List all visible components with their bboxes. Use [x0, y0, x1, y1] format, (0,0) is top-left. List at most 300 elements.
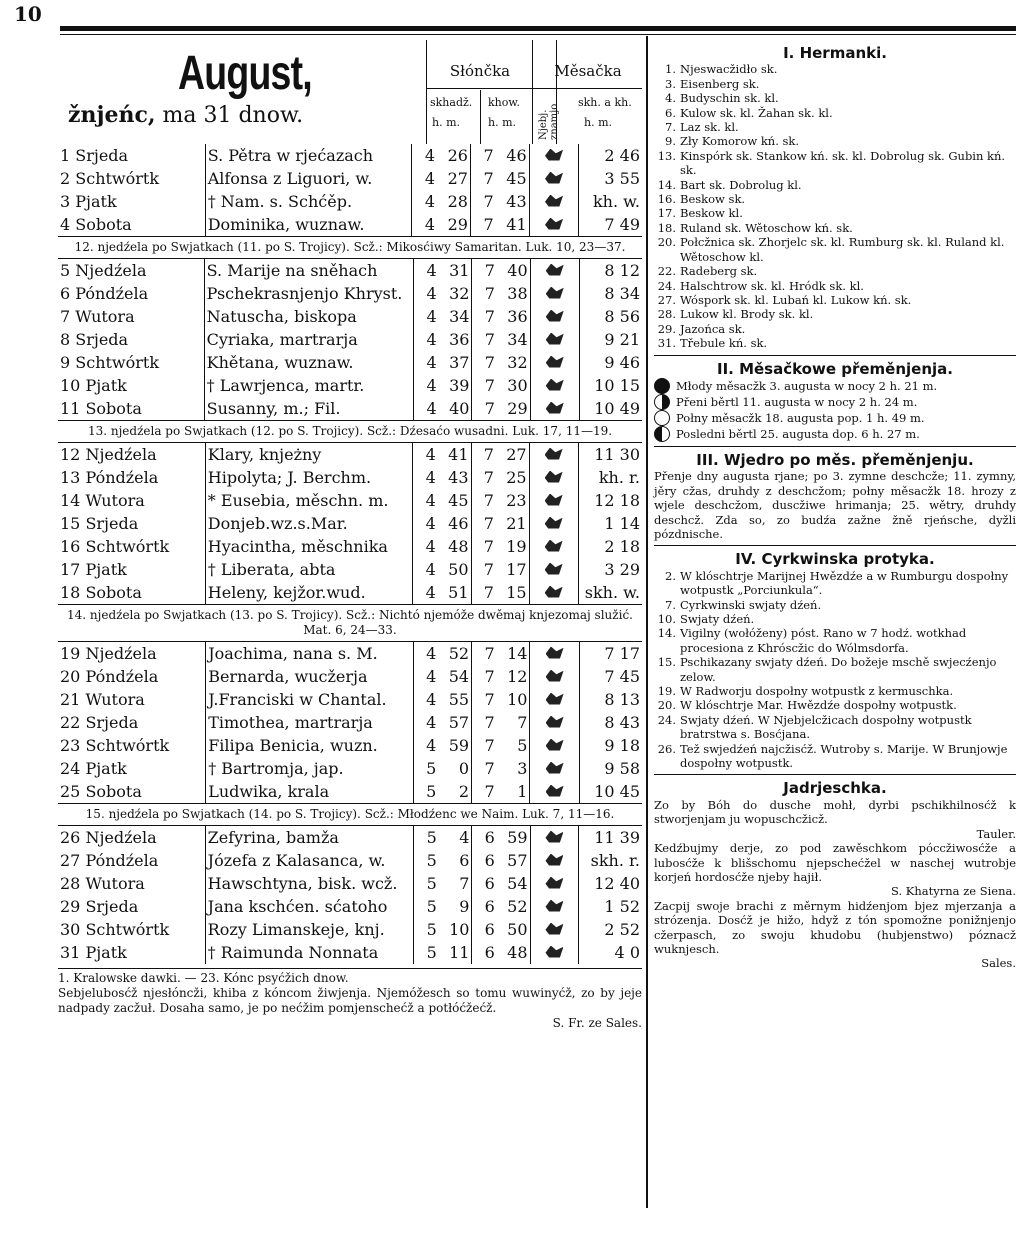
sunset-minute: 17: [496, 558, 529, 581]
day-row: [58, 688, 642, 711]
zodiac-icon: [545, 877, 563, 889]
church-text: W klóschtrje Marijnej Hwězdźe a w Rumburgu dospołny wotpustk „Porciunkula“.: [680, 568, 1009, 598]
sunrise-hour: 4: [426, 375, 437, 395]
sunset-hour: 7: [484, 283, 495, 303]
day-row: [58, 558, 642, 581]
zodiac-icon: [545, 149, 563, 161]
sunset-minute: 29: [497, 397, 530, 420]
sunrise-minute: 51: [438, 581, 471, 604]
sunrise-hour: 4: [424, 214, 435, 234]
sunrise-minute: 31: [439, 259, 472, 282]
sunrise-hour: 4: [426, 260, 437, 280]
fair-item: [654, 77, 1016, 91]
zodiac-icon: [545, 471, 563, 483]
moon-time: 8 56: [604, 306, 640, 326]
sunrise-minute: 6: [439, 849, 472, 872]
sunrise-minute: 0: [438, 757, 471, 780]
church-date: 10.: [657, 612, 676, 626]
moon-time: 7 45: [604, 666, 640, 686]
church-item: [654, 598, 1016, 612]
sunrise-hour: 4: [425, 559, 436, 579]
saint-name: Józefa z Kalasanca, w.: [205, 849, 414, 872]
saint-name: Alfonsa z Liguori, w.: [205, 167, 412, 190]
sunrise-hour: 5: [426, 781, 437, 801]
church-text: Pschikazany swjaty dźeń. Do božeje mschě swjecźenjo zelow.: [680, 655, 997, 684]
sunset-hour: 7: [484, 712, 495, 732]
day-name: 26 Njedźela: [60, 827, 157, 847]
fair-date: 13.: [657, 148, 676, 163]
fair-item: [654, 206, 1016, 220]
day-name: 31 Pjatk: [60, 942, 127, 962]
zodiac-cell: [530, 305, 579, 328]
fair-item: [654, 62, 1016, 76]
week-table: [58, 826, 642, 964]
saying-2: Kedźbujmy derje, zo pod zawěschkom póccžiwosćže a lubosćže k blišschomu njepschećžel w naschej wutrobje korjeń hordosćže njeby hajił.: [654, 841, 1016, 884]
zodiac-cell: [530, 895, 579, 918]
moon-time-units: h. m.: [584, 116, 613, 129]
day-name: 10 Pjatk: [60, 375, 127, 395]
sunday-note: 14. njedźela po Swjatkach (13. po S. Trojicy). Scž.: Nichtó njemóže dwěmaj knjezomaj služić. Mat. 6, 24—33.: [58, 604, 642, 642]
zodiac-cell: [530, 734, 579, 757]
fairs-list: [654, 62, 1016, 350]
zodiac-icon: [546, 785, 564, 797]
zodiac-icon: [545, 900, 563, 912]
sunset-hour: 7: [484, 260, 495, 280]
sunrise-hour: 5: [426, 919, 437, 939]
fair-item: [654, 279, 1016, 293]
week-table: [58, 259, 642, 420]
zodiac-icon: [545, 494, 563, 506]
saint-name: S. Pětra w rjećazach: [205, 144, 412, 167]
saint-name: Susanny, m.; Fil.: [204, 397, 414, 420]
sunset-hour: 7: [483, 145, 494, 165]
saint-name: Jana kschćen. sćatoho: [205, 895, 414, 918]
moon-time: 7 17: [604, 643, 640, 663]
saint-name: Hipolyta; J. Berchm.: [205, 466, 413, 489]
sunset-hour: 7: [484, 375, 495, 395]
day-row: [58, 190, 642, 213]
moon-header: Měsačka: [554, 62, 622, 80]
fair-places: Zły Komorow kń. sk.: [680, 134, 800, 149]
zodiac-cell: [530, 642, 579, 665]
fair-places: Třebule kń. sk.: [680, 336, 768, 351]
saint-name: * Eusebia, měschn. m.: [205, 489, 413, 512]
sunset-minute: 50: [497, 918, 530, 941]
sunrise-minute: 29: [437, 213, 470, 236]
saint-name: † Nam. s. Schćěp.: [205, 190, 412, 213]
day-name: 13 Póndźela: [60, 467, 159, 487]
zodiac-cell: [529, 466, 578, 489]
sunrise-minute: 39: [439, 374, 472, 397]
day-name: 24 Pjatk: [60, 758, 127, 778]
church-date: 14.: [657, 626, 676, 641]
fair-date: 9.: [665, 134, 676, 149]
zodiac-cell: [530, 665, 579, 688]
fair-date: 3.: [665, 76, 676, 91]
sunrise-minute: 55: [438, 688, 471, 711]
day-name: 28 Wutora: [60, 873, 145, 893]
sunset-minute: 45: [496, 167, 529, 190]
weather-title: III. Wjedro po měs. přeměnjenju.: [696, 450, 974, 469]
fair-places: Wóspork sk. kl. Lubań kl. Lukow kń. sk.: [680, 292, 912, 307]
header-rule: [426, 88, 642, 89]
sunrise-minute: 36: [439, 328, 472, 351]
fair-places: Połcžnica sk. Zhorjelc sk. kl. Rumburg sk. kl. Ruland kl. Wětoschow kl.: [680, 235, 1005, 264]
zodiac-icon: [545, 448, 563, 460]
zodiac-cell: [529, 190, 579, 213]
sunset-minute: 1: [497, 780, 530, 803]
zodiac-cell: [530, 688, 579, 711]
church-text: Vigilny (wołóženy) póst. Rano w 7 hodź. wotkhad procesiona z Khróscžic do Wólmsdorfa.: [680, 626, 967, 655]
sunrise-label: skhadž.: [430, 96, 473, 109]
moon-phase-text: Posledni běrtl 25. augusta dop. 6 h. 27 m.: [676, 426, 920, 441]
saint-name: Natuscha, biskopa: [204, 305, 414, 328]
fair-places: Kulow sk. kl. Žahan sk. kl.: [680, 105, 833, 120]
moon-time: 9 46: [604, 352, 640, 372]
saint-name: Rozy Limanskeje, knj.: [205, 918, 414, 941]
saint-name: Khětana, wuznaw.: [204, 351, 414, 374]
sunset-minute: 12: [497, 665, 530, 688]
day-name: 17 Pjatk: [60, 559, 127, 579]
moon-time: 1 14: [604, 513, 640, 533]
fair-date: 1.: [665, 62, 676, 77]
zodiac-cell: [529, 213, 579, 236]
church-date: 24.: [657, 712, 676, 727]
day-row: [58, 826, 642, 849]
church-item: [654, 742, 1016, 771]
sunrise-hour: 5: [426, 873, 437, 893]
moon-phase-text: Přeni běrtl 11. augusta w nocy 2 h. 24 m.: [676, 394, 918, 409]
sunrise-minute: 37: [439, 351, 472, 374]
moon-time: 3 29: [604, 559, 640, 579]
day-name: 14 Wutora: [60, 490, 145, 510]
zodiac-icon: [546, 716, 564, 728]
saying-3: Zacpij swoje brachi z měrnym hidźenjom bjez mjerzanja a strózenja. Dosćž je hižo, hdyž z tón spomožne ponižnjenjo cžerpasch, zo swoju khudobu (hubjenstwo) póznacž wuknjesch.: [654, 898, 1016, 956]
sunrise-hour: 4: [425, 536, 436, 556]
zodiac-icon: [545, 923, 563, 935]
saint-name: Hyacintha, měschnika: [205, 535, 413, 558]
day-row: [58, 941, 642, 964]
day-name: 20 Póndźela: [60, 666, 159, 686]
sunset-hour: 7: [483, 490, 494, 510]
sunrise-minute: 59: [438, 734, 471, 757]
day-name: 7 Wutora: [60, 306, 135, 326]
fair-item: [654, 235, 1016, 264]
moon-phase-item: [654, 394, 1016, 410]
sunset-minute: 27: [496, 443, 529, 466]
day-row: [58, 397, 642, 420]
church-item: [654, 655, 1016, 684]
saint-name: Timothea, martrarja: [206, 711, 414, 734]
zodiac-cell: [530, 351, 579, 374]
sunset-minute: 5: [497, 734, 530, 757]
moon-time: 2 52: [604, 919, 640, 939]
day-row: [58, 443, 642, 466]
sunrise-minute: 4: [439, 826, 472, 849]
fair-item: [654, 264, 1016, 278]
weather-section: [654, 446, 1016, 541]
day-name: 30 Schtwórtk: [60, 919, 170, 939]
fair-places: Njeswacžidło sk.: [680, 62, 778, 77]
fair-item: [654, 91, 1016, 105]
sunrise-hour: 4: [426, 306, 437, 326]
fair-date: 31.: [657, 336, 676, 351]
day-row: [58, 734, 642, 757]
day-row: [58, 918, 642, 941]
sunrise-hour: 4: [426, 689, 437, 709]
day-name: 23 Schtwórtk: [60, 735, 170, 755]
saint-name: Filipa Benicia, wuzn.: [206, 734, 414, 757]
moon-time: 2 18: [604, 536, 640, 556]
fair-places: Kinspórk sk. Stankow kń. sk. kl. Dobrolug sk. Gubin kń. sk.: [680, 148, 1006, 178]
sunrise-hour: 4: [426, 735, 437, 755]
sunrise-hour: 4: [424, 191, 435, 211]
moon-time: 10 49: [594, 398, 640, 418]
top-rule-thin: [60, 34, 1016, 35]
sunset-minute: 10: [497, 688, 530, 711]
fair-places: Bart sk. Dobrolug kl.: [680, 177, 802, 192]
zodiac-icon: [545, 854, 563, 866]
day-row: [58, 665, 642, 688]
sunrise-minute: 34: [439, 305, 472, 328]
moon-time: kh. r.: [598, 467, 640, 487]
saint-name: Ludwika, krala: [206, 780, 414, 803]
sayings-section: [654, 774, 1016, 970]
zodiac-cell: [530, 328, 579, 351]
church-title: IV. Cyrkwinska protyka.: [735, 550, 935, 569]
sunset-hour: 7: [484, 758, 495, 778]
zodiac-icon: [545, 195, 563, 207]
page-number: 10: [14, 2, 42, 26]
zodiac-icon: [546, 379, 564, 391]
fair-date: 28.: [657, 307, 676, 322]
zodiac-icon: [546, 693, 564, 705]
day-row: [58, 895, 642, 918]
day-name: 27 Póndźela: [60, 850, 159, 870]
sunset-minute: 7: [497, 711, 530, 734]
sunset-hour: 7: [484, 306, 495, 326]
sunrise-minute: 45: [438, 489, 471, 512]
fair-date: 27.: [657, 292, 676, 307]
fair-item: [654, 322, 1016, 336]
fair-date: 18.: [657, 220, 676, 235]
fair-places: Beskow kl.: [680, 206, 743, 221]
day-row: [58, 512, 642, 535]
sunrise-hour: 4: [426, 398, 437, 418]
zodiac-cell: [529, 489, 578, 512]
moon-time: 2 46: [604, 145, 640, 165]
sunrise-minute: 43: [438, 466, 471, 489]
sunset-hour: 7: [483, 582, 494, 602]
fair-places: Beskow sk.: [680, 192, 746, 207]
fair-item: [654, 149, 1016, 178]
church-date: 15.: [657, 655, 676, 670]
sunset-minute: 30: [497, 374, 530, 397]
fair-date: 29.: [657, 321, 676, 336]
moon-phase-item: [654, 426, 1016, 442]
fair-item: [654, 293, 1016, 307]
day-name: 6 Póndźela: [60, 283, 149, 303]
sunrise-minute: 40: [439, 397, 472, 420]
moon-time: skh. w.: [584, 582, 640, 602]
fair-places: Radeberg sk.: [680, 264, 758, 279]
day-row: [58, 642, 642, 665]
day-row: [58, 167, 642, 190]
day-name: 5 Njedźela: [60, 260, 147, 280]
sunset-minute: 21: [496, 512, 529, 535]
fair-date: 20.: [657, 235, 676, 250]
sunset-minute: 46: [496, 144, 529, 167]
sunset-minute: 59: [497, 826, 530, 849]
saint-name: † Lawrjenca, martr.: [204, 374, 414, 397]
moon-time-label: skh. a kh.: [578, 96, 632, 109]
info-column: [654, 44, 1016, 971]
church-item: [654, 713, 1016, 742]
day-name: 21 Wutora: [60, 689, 145, 709]
sunset-minute: 38: [497, 282, 530, 305]
sunrise-minute: 9: [439, 895, 472, 918]
fair-item: [654, 134, 1016, 148]
sunrise-hour: 4: [426, 666, 437, 686]
sunrise-hour: 4: [425, 582, 436, 602]
fair-places: Ruland sk. Wětoschow kń. sk.: [680, 220, 853, 235]
zodiac-icon: [546, 762, 564, 774]
day-name: 3 Pjatk: [60, 191, 117, 211]
saint-name: Cyriaka, martrarja: [204, 328, 414, 351]
church-text: W klóschtrje Mar. Hwězdźe dospołny wotpustk.: [680, 698, 957, 713]
sunset-units: h. m.: [488, 116, 517, 129]
day-row: [58, 489, 642, 512]
zodiac-icon: [545, 586, 563, 598]
church-item: [654, 569, 1016, 598]
zodiac-icon: [545, 540, 563, 552]
day-name: 12 Njedźela: [60, 444, 157, 464]
sunrise-minute: 32: [439, 282, 472, 305]
moon-time: 11 39: [594, 827, 640, 847]
sunset-hour: 7: [484, 735, 495, 755]
subtitle-word: žnjeńc,: [68, 102, 156, 128]
day-name: 11 Sobota: [60, 398, 142, 418]
fair-places: Eisenberg sk.: [680, 76, 760, 91]
sunset-minute: 14: [497, 642, 530, 665]
day-row: [58, 144, 642, 167]
sunrise-minute: 2: [438, 780, 471, 803]
moon-time: 9 58: [604, 758, 640, 778]
sunset-hour: 7: [483, 513, 494, 533]
sunset-hour: 7: [483, 168, 494, 188]
zodiac-cell: [529, 535, 578, 558]
moon-time: 1 52: [604, 896, 640, 916]
sunset-hour: 7: [483, 536, 494, 556]
sunrise-hour: 4: [426, 712, 437, 732]
day-row: [58, 780, 642, 803]
zodiac-icon: [545, 563, 563, 575]
header-divider: [532, 40, 533, 144]
sunset-hour: 7: [484, 666, 495, 686]
sunrise-hour: 4: [424, 145, 435, 165]
moon-phase-item: [654, 378, 1016, 394]
sunset-hour: 7: [483, 559, 494, 579]
moon-time: 3 55: [604, 168, 640, 188]
fair-date: 24.: [657, 278, 676, 293]
fair-places: Lukow kl. Brody sk. kl.: [680, 307, 814, 322]
sunrise-hour: 4: [426, 352, 437, 372]
day-row: [58, 282, 642, 305]
sunset-hour: 6: [484, 919, 495, 939]
sunset-hour: 7: [484, 398, 495, 418]
sunrise-minute: 27: [437, 167, 470, 190]
day-name: 29 Srjeda: [60, 896, 139, 916]
fair-item: [654, 307, 1016, 321]
day-row: [58, 872, 642, 895]
saint-name: † Bartromja, jap.: [206, 757, 414, 780]
sunrise-minute: 52: [438, 642, 471, 665]
sunrise-hour: 4: [425, 444, 436, 464]
day-name: 8 Srjeda: [60, 329, 129, 349]
sunrise-minute: 10: [439, 918, 472, 941]
day-row: [58, 374, 642, 397]
moon-time: kh. w.: [592, 191, 640, 211]
sunset-minute: 40: [497, 259, 530, 282]
sunrise-hour: 4: [425, 490, 436, 510]
saint-name: Joachima, nana s. M.: [206, 642, 414, 665]
fair-places: Halschtrow sk. kl. Hródk sk. kl.: [680, 278, 864, 293]
day-row: [58, 351, 642, 374]
zodiac-icon: [546, 402, 564, 414]
week-table: [58, 144, 642, 236]
sunset-hour: 7: [484, 352, 495, 372]
sunset-hour: 7: [483, 191, 494, 211]
sunrise-hour: 5: [426, 942, 437, 962]
zodiac-cell: [530, 918, 579, 941]
church-date: 2.: [665, 568, 676, 583]
sunset-hour: 6: [484, 942, 495, 962]
zodiac-cell: [529, 167, 579, 190]
zodiac-cell: [530, 397, 579, 420]
subtitle-rest: ma 31 dnow.: [162, 103, 304, 128]
sunset-minute: 48: [497, 941, 530, 964]
saint-name: Pschekrasnjenjo Khryst.: [204, 282, 414, 305]
sunset-minute: 54: [497, 872, 530, 895]
sunset-hour: 7: [484, 689, 495, 709]
sunday-note: 12. njedźela po Swjatkach (11. po S. Trojicy). Scž.: Mikosćiwy Samaritan. Luk. 10, 23—37.: [58, 236, 642, 259]
sunset-minute: 43: [496, 190, 529, 213]
sunset-minute: 3: [497, 757, 530, 780]
moon-time: 4 0: [614, 942, 640, 962]
sunrise-hour: 4: [424, 168, 435, 188]
zodiac-cell: [529, 558, 578, 581]
week-table: [58, 642, 642, 803]
sunset-minute: 57: [497, 849, 530, 872]
day-name: 4 Sobota: [60, 214, 132, 234]
weather-text: Přenje dny augusta rjane; po 3. zymne deschcže; 11. zymny, jěry cžas, druhdy z deschcžom; połny měsacžk 18. hrozy z wjele deschcžom, duscžiwe hrimanja; 25. wětry, druhdy deschcž. Zda so, zo budźa zažne žně rjeńsche, dyžli pózdnische.: [654, 469, 1016, 541]
fair-date: 16.: [657, 192, 676, 207]
column-divider: [646, 36, 648, 1208]
zodiac-icon: [545, 946, 563, 958]
moon-time: 12 18: [594, 490, 640, 510]
day-row: [58, 535, 642, 558]
church-date: 20.: [657, 698, 676, 713]
fair-item: [654, 106, 1016, 120]
zodiac-icon: [546, 310, 564, 322]
sunrise-hour: 5: [426, 758, 437, 778]
day-row: [58, 305, 642, 328]
footer-paragraph: Sebjelubosćž njesłóncži, khiba z kóncom žiwjenja. Njemóžesch so tomu wuwinyćž, zo by jeje nadpady zacžuł. Dosaha samo, je po nećžim pomjenschećž a potłóćžećž.: [58, 986, 642, 1015]
moon-time: 9 18: [604, 735, 640, 755]
moon-time: 8 43: [604, 712, 640, 732]
zodiac-cell: [530, 259, 579, 282]
sunset-minute: 15: [496, 581, 529, 604]
